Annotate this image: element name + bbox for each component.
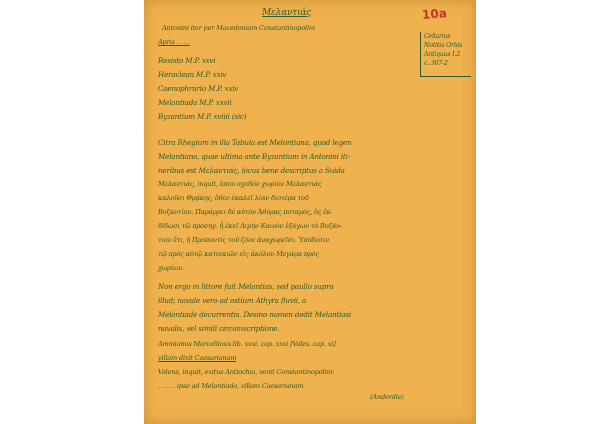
- body-line: Melantiade decurrentis. Desino nomen dedit Melantiasi: [158, 310, 351, 319]
- body-line: καλοῦσι Θρᾴκης, ὅθεν ἐκαλεῖ λίαν διοτέρα τοῦ: [158, 194, 309, 202]
- body-line: Valens, inquit, exitus Antiochia, venit Constantinopolim:: [158, 368, 335, 376]
- ref-note-line: Cellarius: [424, 33, 451, 40]
- body-line: Citra Rhegium in illa Tabula est Melontiana, quod legen: [158, 138, 352, 147]
- body-line: δίδωσι τῷ προσηγ. ἧ ἐκεῖ Λιμὴν Καινὸν ἐξάγων τὸ Βυζάν-: [158, 222, 342, 230]
- page-title: Μελαντιάς: [262, 8, 312, 18]
- body-line: villam dixit Caesarianam: [158, 354, 237, 362]
- ref-note-line: c. 367-2: [424, 60, 448, 67]
- body-line: τῷ πρὸς αὐτῷ κατοικιῶν εἰς ἀκόλου Μεγάρα πρὸς: [158, 250, 319, 258]
- body-line: χωρίων.: [158, 264, 184, 272]
- ref-note-line: Notitia Orbis: [424, 42, 463, 49]
- itinerary-stop: Melantiada M.P. xxvii: [158, 98, 232, 107]
- body-line: Μελαντιάς, inquit, ὅπου σχεδὸν χωρίον Μελαντιάς: [158, 180, 322, 188]
- manuscript-page: [144, 0, 476, 424]
- body-line: . . . . . ipse ad Melantiada, villam Caesarianam: [158, 382, 304, 390]
- body-line: navalis, vel simili circumscriptione.: [158, 324, 280, 333]
- body-line: Melantiana, quae ultima ante Byzantium in Antonini iti-: [158, 152, 350, 161]
- closing-note: (Anderdie): [370, 393, 404, 401]
- page-number-mark: 10a: [421, 6, 448, 22]
- body-line: neribus est Μελαντιάς, locus bene descriptus a Suida: [158, 166, 345, 175]
- itinerary-heading: Antonini iter per Macedoniam Constantinopolim: [162, 24, 315, 32]
- reference-note-box: [420, 32, 471, 77]
- body-line: τιον ἔτι, ἡ Προποντίς τοῦ ζόνε ἀναχωρεῖσι. Ὑπόδεσιν: [158, 236, 330, 244]
- itinerary-stop: Heraclean M.P. xxiv: [158, 70, 227, 79]
- body-line: Non ergo in littore fuit Melantias, sed paullo supra: [158, 282, 334, 291]
- ref-note-line: Antiquus I.2: [424, 51, 460, 58]
- itinerary-stop: Byzantium M.P. xviiii (sic): [158, 112, 247, 121]
- itinerary-stop: Caenophrurio M.P. xxiv: [158, 84, 239, 93]
- body-line: illud; navale vero ad ostium Athyra fluvii, a: [158, 296, 307, 305]
- itinerary-stop: Resisto M.P. xxvi: [158, 56, 216, 65]
- body-line: Βυζαντίου. Παράρρει δὲ αὐτὸν Ἀθύρας ποταμός, ὃς ἐκ-: [158, 208, 333, 216]
- itinerary-start: Apris . . . .: [158, 38, 190, 46]
- body-line: Ammianus Marcellinus lib. xxxi. cap. xxxi [Vales. cap. xi]: [158, 340, 336, 348]
